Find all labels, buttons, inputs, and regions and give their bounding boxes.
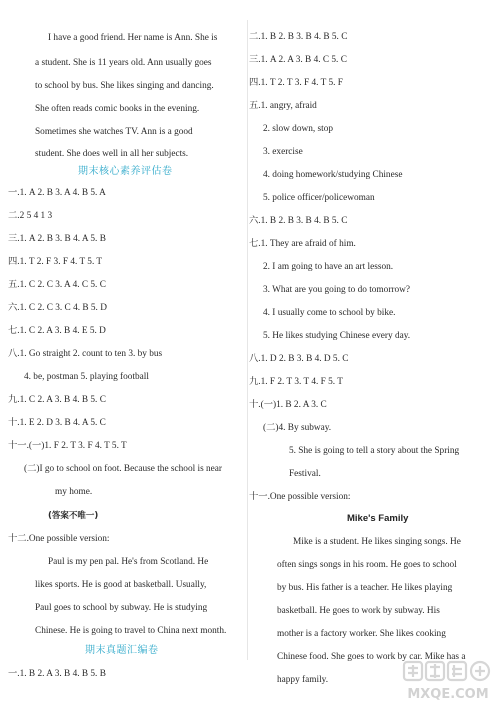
essay-line: Paul is my pen pal. He's from Scotland. He xyxy=(48,557,209,567)
answer-line: 3. What are you going to do tomorrow? xyxy=(263,285,410,295)
essay-line: Mike is a student. He likes singing songs. He xyxy=(293,537,461,547)
answer-line: 一.1. A 2. B 3. A 4. B 5. A xyxy=(8,188,106,198)
answer-line: 2. slow down, stop xyxy=(263,124,333,134)
answer-line: 九.1. C 2. A 3. B 4. B 5. C xyxy=(8,395,106,405)
answer-stamp-icon xyxy=(398,660,498,704)
answer-line: 六.1. C 2. C 3. C 4. B 5. D xyxy=(8,303,107,313)
essay-line: often sings songs in his room. He goes to school xyxy=(277,560,457,570)
answer-line: 十一.(一)1. F 2. T 3. F 4. T 5. T xyxy=(8,441,127,451)
answer-line: 六.1. B 2. B 3. B 4. B 5. C xyxy=(249,216,348,226)
answer-line: 5. police officer/policewoman xyxy=(263,193,375,203)
section-heading: 期末核心素养评估卷 xyxy=(78,166,173,177)
answer-line: 3. exercise xyxy=(263,147,303,157)
answer-line: 一.1. B 2. A 3. B 4. B 5. B xyxy=(8,669,106,679)
answer-line: 二.1. B 2. B 3. B 4. B 5. C xyxy=(249,32,348,42)
essay-line: mother is a factory worker. She likes cooking xyxy=(277,629,446,639)
passage-line: a student. She is 11 years old. Ann usually goes xyxy=(35,58,212,68)
answer-line: 五.1. C 2. C 3. A 4. C 5. C xyxy=(8,280,106,290)
answer-line: 四.1. T 2. F 3. F 4. T 5. T xyxy=(8,257,103,267)
essay-line: happy family. xyxy=(277,675,329,685)
answer-line: 七.1. C 2. A 3. B 4. E 5. D xyxy=(8,326,106,336)
passage-line: I have a good friend. Her name is Ann. She is xyxy=(48,33,218,43)
passage-line: to school by bus. She likes singing and dancing. xyxy=(35,81,214,91)
essay-title: Mike's Family xyxy=(347,513,409,524)
answer-line: 四.1. T 2. T 3. F 4. T 5. F xyxy=(249,78,343,88)
passage-line: She often reads comic books in the evening. xyxy=(35,104,200,114)
essay-line: Paul goes to school by subway. He is studying xyxy=(35,603,208,613)
answer-line: 4. be, postman 5. playing football xyxy=(24,372,149,382)
answer-line: Festival. xyxy=(289,469,321,479)
answer-line: 七.1. They are afraid of him. xyxy=(249,239,356,249)
answer-line: 八.1. Go straight 2. count to ten 3. by bus xyxy=(8,349,163,359)
answer-note: (答案不唯一) xyxy=(48,511,99,521)
answer-line: 十.(一)1. B 2. A 3. C xyxy=(249,400,327,410)
answer-line: 5. She is going to tell a story about the Spring xyxy=(289,446,460,456)
watermark-logo xyxy=(398,660,498,704)
answer-line: 十.1. E 2. D 3. B 4. A 5. C xyxy=(8,418,106,428)
watermark-text: MXQE.COM xyxy=(407,687,489,702)
section-heading: 期末真题汇编卷 xyxy=(85,645,159,656)
essay-line: basketball. He goes to work by subway. His xyxy=(277,606,440,616)
essay-line: Chinese food. She goes to work by car. Mike has a xyxy=(277,652,466,662)
answer-line: 十二.One possible version: xyxy=(8,534,110,544)
essay-line: Chinese. He is going to travel to China next month. xyxy=(35,626,227,636)
answer-line: 五.1. angry, afraid xyxy=(249,101,317,111)
passage-line: Sometimes she watches TV. Ann is a good xyxy=(35,127,193,137)
answer-line: (二)4. By subway. xyxy=(263,423,332,433)
answer-line: 十一.One possible version: xyxy=(249,492,351,502)
essay-line: by bus. His father is a teacher. He likes playing xyxy=(277,583,453,593)
column-divider xyxy=(247,20,248,660)
answer-line: 4. I usually come to school by bike. xyxy=(263,308,396,318)
answer-line: 2. I am going to have an art lesson. xyxy=(263,262,394,272)
answer-line: 八.1. D 2. B 3. B 4. D 5. C xyxy=(249,354,349,364)
answer-line: 九.1. F 2. T 3. T 4. F 5. T xyxy=(249,377,343,387)
answer-line: my home. xyxy=(55,487,93,497)
essay-line: likes sports. He is good at basketball. Usually, xyxy=(35,580,207,590)
passage-line: student. She does well in all her subjects. xyxy=(35,149,189,159)
answer-line: 三.1. A 2. B 3. B 4. A 5. B xyxy=(8,234,106,244)
answer-line: (二)I go to school on foot. Because the school is near xyxy=(24,464,223,474)
answer-line: 4. doing homework/studying Chinese xyxy=(263,170,403,180)
answer-line: 三.1. A 2. A 3. B 4. C 5. C xyxy=(249,55,347,65)
answer-line: 二.2 5 4 1 3 xyxy=(8,211,53,221)
answer-line: 5. He likes studying Chinese every day. xyxy=(263,331,411,341)
